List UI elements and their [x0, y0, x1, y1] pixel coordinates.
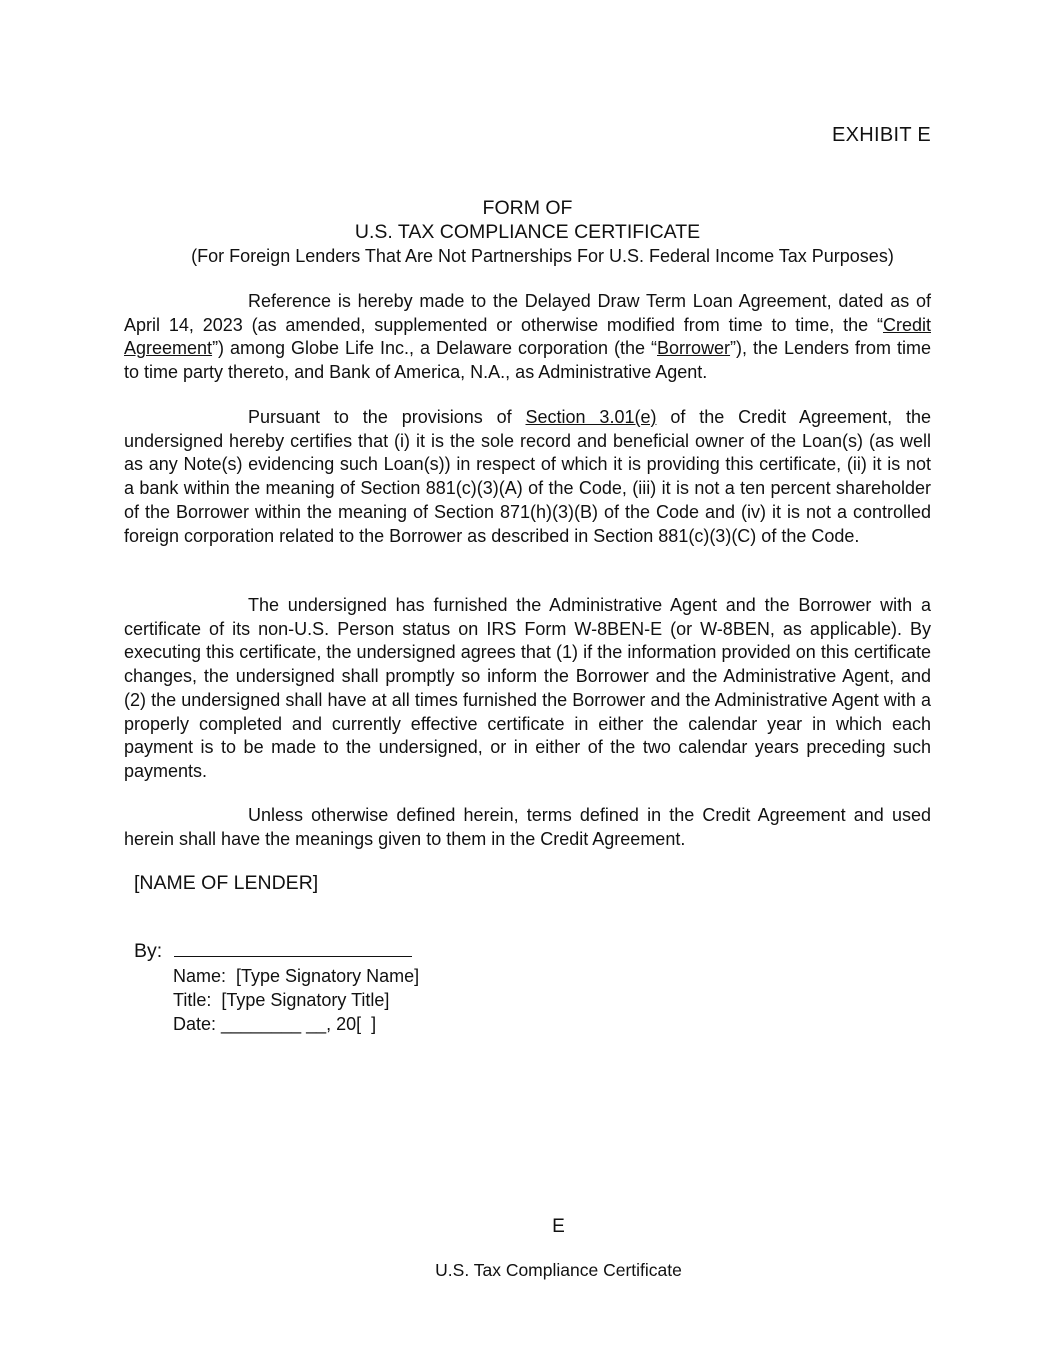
paragraph-reference-text-c: ”), the Lenders from time to time party thereto, and Bank of America, N.A., as Administrative Agent.	[124, 338, 931, 383]
lender-name-placeholder: [NAME OF LENDER]	[134, 872, 319, 894]
defined-term-credit-agreement: Credit Agreement	[124, 314, 931, 359]
paragraph-reference-text-b: ”) among Globe Life Inc., a Delaware corporation (the “	[212, 338, 658, 359]
signature-by-row	[134, 940, 412, 963]
defined-term-borrower: Borrower	[657, 338, 731, 359]
paragraph-reference-text-a: Reference is hereby made to the Delayed Draw Term Loan Agreement, dated as of April 14, 2023 (as amended, supplemented or otherwise modified from time to time, the “	[124, 291, 931, 335]
paragraph-certification-text-b: of the Credit Agreement, the undersigned hereby certifies that (i) it is the sole record and beneficial owner of the Loan(s) (as well as any Note(s) evidencing such Loan(s)) in respect of which it is providing this certificate, (ii) it is not a bank within the meaning of Section 881(c)(3)(A) of the Code, (iii) it is not a ten percent shareholder of the Borrower within the meaning of Section 871(h)(3)(B) of the Code and (iv) it is not a controlled foreign corporation related to the Borrower as described in Section 881(c)(3)(C) of the Code.	[124, 407, 931, 546]
signature-by-label: By:	[134, 940, 163, 962]
signature-date-line: Date: ________ __, 20[ ]	[173, 1014, 377, 1034]
paragraph-definitions: Unless otherwise defined herein, terms defined in the Credit Agreement and used herein shall have the meanings given to them in the Credit Agreement.	[124, 805, 931, 849]
exhibit-label: EXHIBIT E	[831, 124, 931, 146]
paragraph-certification-text-a: Pursuant to the provisions of	[248, 407, 526, 427]
footer-caption: U.S. Tax Compliance Certificate	[435, 1260, 682, 1280]
title-line-certificate: U.S. TAX COMPLIANCE CERTIFICATE	[354, 221, 701, 243]
title-subtitle: (For Foreign Lenders That Are Not Partnerships For U.S. Federal Income Tax Purposes)	[191, 246, 894, 266]
signatory-name-line: Name: [Type Signatory Name]	[173, 966, 420, 986]
paragraph-certification	[124, 406, 931, 548]
title-line-form-of: FORM OF	[482, 197, 573, 219]
signature-fields	[173, 964, 419, 1036]
paragraph-furnished-form: The undersigned has furnished the Administrative Agent and the Borrower with a certificate of its non-U.S. Person status on IRS Form W-8BEN-E (or W-8BEN, as applicable). By executing this certificate, the undersigned agrees that (1) if the information provided on this certificate changes, the undersigned shall promptly so inform the Borrower and the Administrative Agent, and (2) the undersigned shall have at all times furnished the Borrower and the Administrative Agent with a properly completed and currently effective certificate in either the calendar year in which each payment is to be made to the undersigned, or in either of the two calendar years preceding such payments.	[124, 595, 931, 781]
footer-exhibit-letter: E	[552, 1216, 565, 1237]
section-reference: Section 3.01(e)	[525, 407, 657, 427]
document-title	[124, 196, 931, 268]
paragraph-reference	[124, 290, 931, 385]
signature-line	[174, 940, 412, 957]
signatory-title-line: Title: [Type Signatory Title]	[173, 990, 390, 1010]
